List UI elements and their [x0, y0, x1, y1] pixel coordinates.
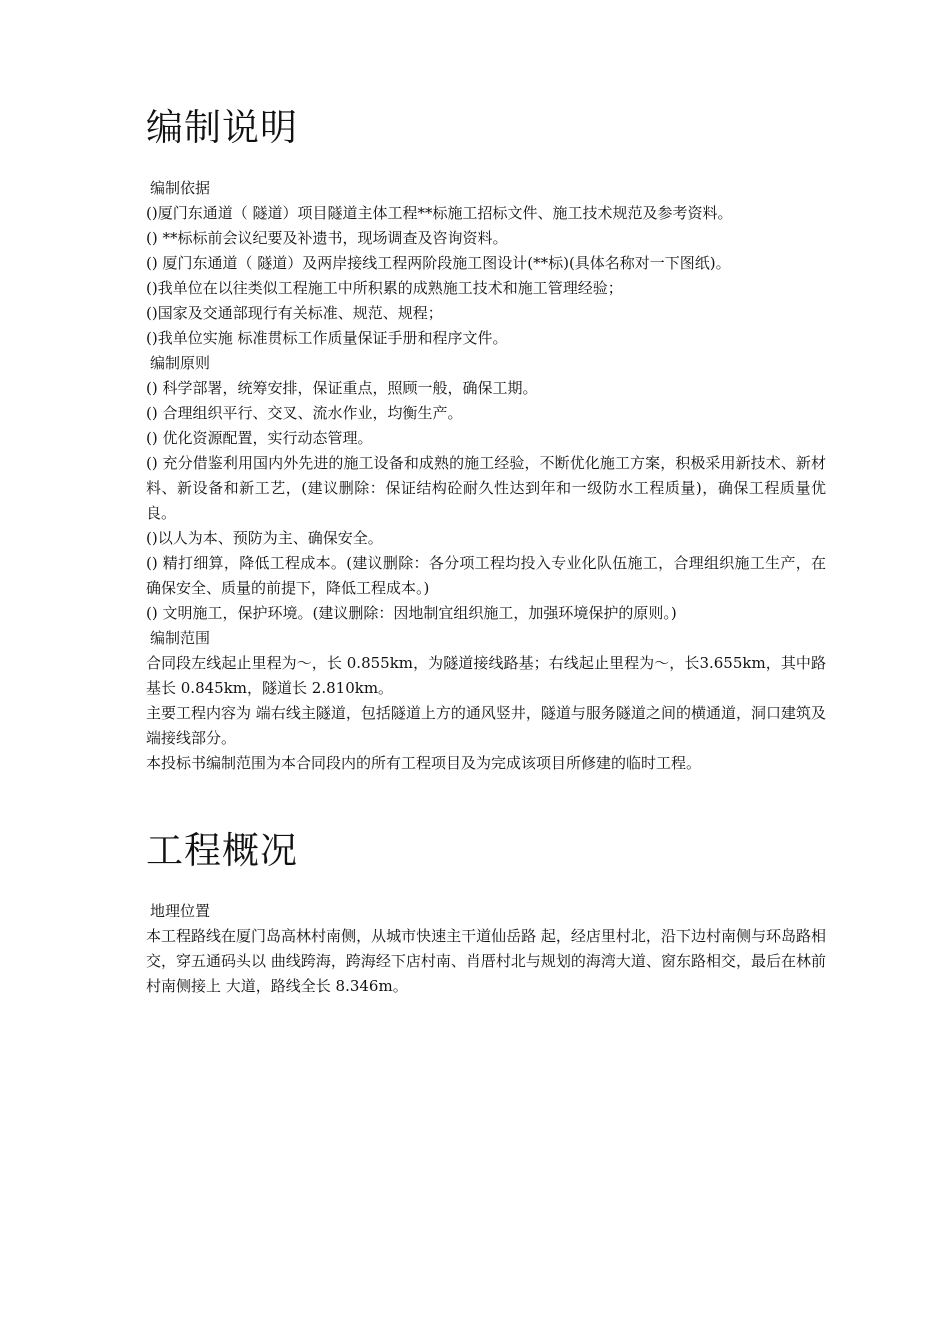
principle-item: () 文明施工，保护环境。(建议删除：因地制宜组织施工，加强环境保护的原则。) — [146, 604, 677, 622]
subheading-basis: 编制依据 — [150, 179, 211, 197]
principle-item: () 充分借鉴利用国内外先进的施工设备和成熟的施工经验，不断优化施工方案，积极采用新技术、新材料、新设备和新工艺，(建议删除：保证结构砼耐久性达到年和一级防水工程质量)，确保工程质量优良。 — [146, 454, 826, 522]
basis-item: ()国家及交通部现行有关标准、规范、规程； — [146, 304, 443, 322]
document-body — [146, 108, 826, 999]
basis-item: () **标标前会议纪要及补遗书，现场调查及咨询资料。 — [146, 229, 508, 247]
principle-item: () 精打细算，降低工程成本。(建议删除：各分项工程均投入专业化队伍施工，合理组织施工生产，在确保安全、质量的前提下，降低工程成本。) — [146, 554, 826, 597]
section-title-compilation: 编制说明 — [146, 106, 298, 149]
principle-item: () 合理组织平行、交叉、流水作业，均衡生产。 — [146, 404, 463, 422]
principle-item: () 科学部署，统筹安排，保证重点，照顾一般，确保工期。 — [146, 379, 538, 397]
subheading-location: 地理位置 — [150, 902, 211, 920]
subheading-scope: 编制范围 — [150, 629, 211, 647]
subheading-principles: 编制原则 — [150, 354, 211, 372]
basis-item: ()厦门东通道（ 隧道）项目隧道主体工程**标施工招标文件、施工技术规范及参考资料。 — [146, 204, 733, 222]
section-title-overview: 工程概况 — [146, 829, 298, 872]
scope-item: 主要工程内容为 端右线主隧道，包括隧道上方的通风竖井，隧道与服务隧道之间的横通道，洞口建筑及 端接线部分。 — [146, 704, 826, 747]
location-item: 本工程路线在厦门岛高林村南侧，从城市快速主干道仙岳路 起，经店里村北，沿下边村南侧与环岛路相交，穿五通码头以 曲线跨海，跨海经下店村南、肖厝村北与规划的海湾大道、窗东路相交，最后在林前村南侧接上 大道，路线全长 8.346m。 — [146, 927, 826, 995]
basis-item: ()我单位在以往类似工程施工中所积累的成熟施工技术和施工管理经验； — [146, 279, 623, 297]
scope-item: 合同段左线起止里程为～，长 0.855km，为隧道接线路基；右线起止里程为～，长3.655km，其中路基长 0.845km，隧道长 2.810km。 — [146, 654, 826, 697]
basis-item: () 厦门东通道（ 隧道）及两岸接线工程两阶段施工图设计(**标)(具体名称对一下图纸)。 — [146, 254, 731, 272]
principle-item: () 优化资源配置，实行动态管理。 — [146, 429, 373, 447]
scope-item: 本投标书编制范围为本合同段内的所有工程项目及为完成该项目所修建的临时工程。 — [146, 754, 702, 772]
principle-item: ()以人为本、预防为主、确保安全。 — [146, 529, 383, 547]
basis-item: ()我单位实施 标准贯标工作质量保证手册和程序文件。 — [146, 329, 508, 347]
